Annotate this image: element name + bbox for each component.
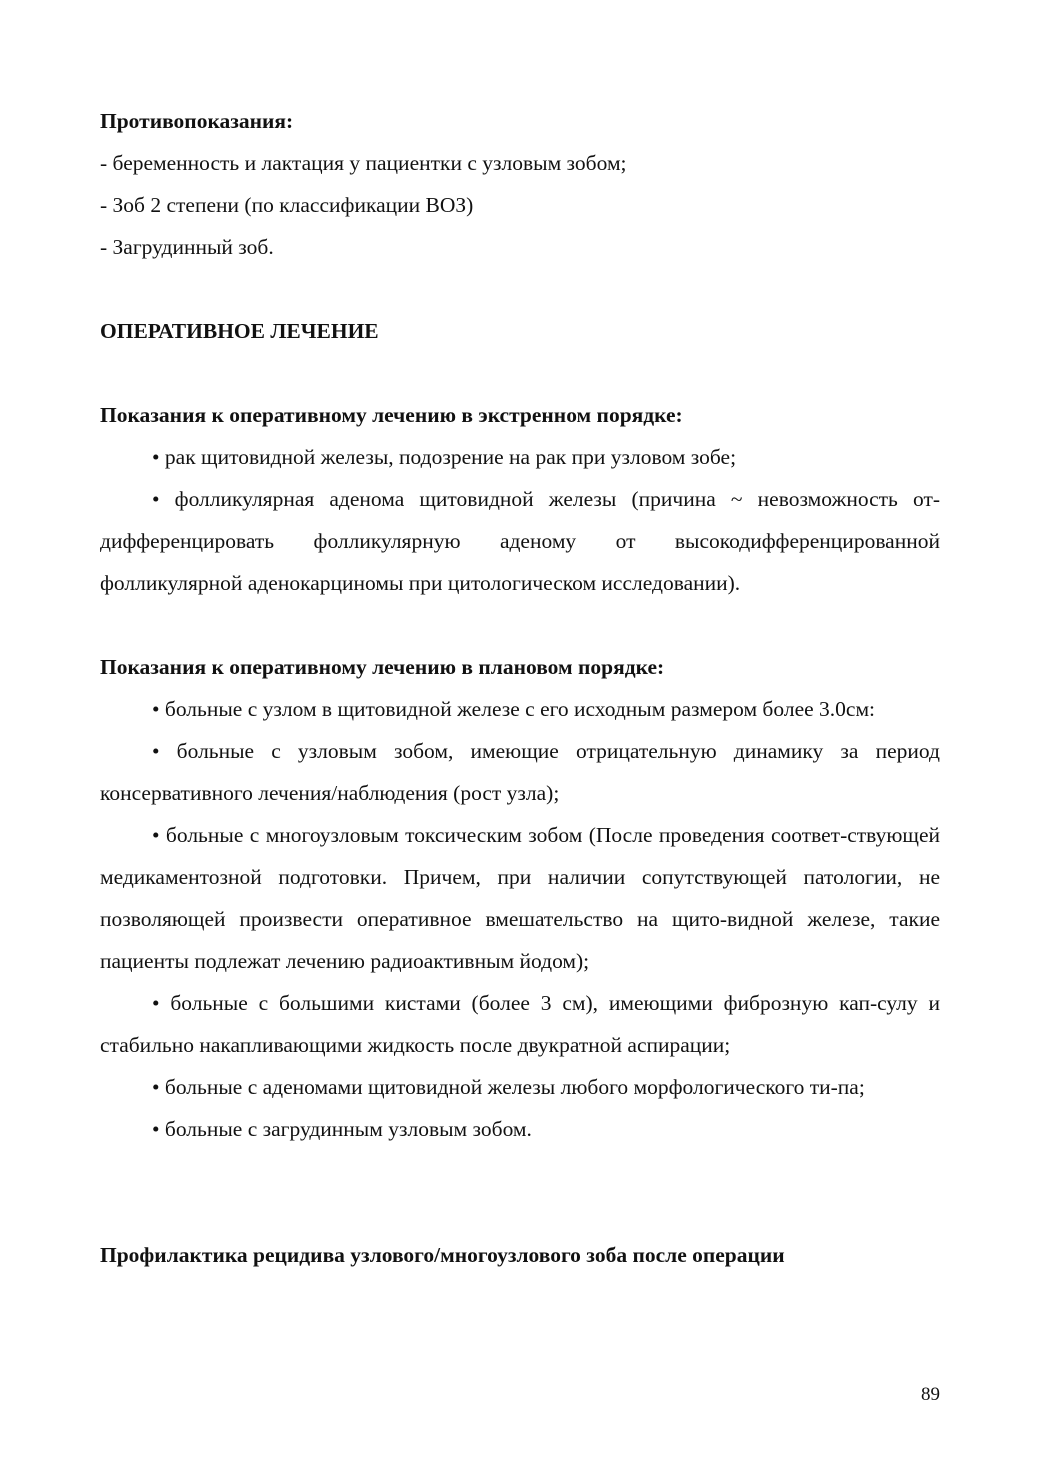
contraindication-item: - беременность и лактация у пациентки с узловым зобом; — [100, 151, 627, 175]
prevention-heading: Профилактика рецидива узлового/многоузлового зоба после операции — [100, 1243, 785, 1267]
planned-indication-item: • больные с аденомами щитовидной железы любого морфологического ти-па; — [152, 1075, 865, 1099]
spacer — [100, 352, 940, 394]
planned-indication-item: • больные с узлом в щитовидной железе с его исходным размером более 3.0см: — [152, 697, 876, 721]
contraindication-item: - Зоб 2 степени (по классификации ВОЗ) — [100, 193, 474, 217]
planned-indication-item: • больные с многоузловым токсическим зобом (После проведения соответ-ствующей медикаментозной подготовки. Причем, при наличии сопутствующей патологии, не позволяющей произвести оперативное вмешательство на щито-видной железе, такие пациенты подлежат лечению радиоактивным йодом); — [100, 823, 940, 973]
page-number: 89 — [921, 1384, 940, 1405]
planned-indication-item: • больные с загрудинным узловым зобом. — [152, 1117, 532, 1141]
emergency-indication-item: • рак щитовидной железы, подозрение на рак при узловом зобе; — [152, 445, 737, 469]
spacer — [100, 268, 940, 310]
planned-indication-item: • больные с узловым зобом, имеющие отрицательную динамику за период консервативного лечения/наблюдения (рост узла); — [100, 739, 940, 805]
document-page — [100, 100, 940, 1276]
section-title: ОПЕРАТИВНОЕ ЛЕЧЕНИЕ — [100, 319, 379, 343]
spacer — [100, 604, 940, 646]
contraindications-heading: Противопоказания: — [100, 109, 294, 133]
emergency-indications-heading: Показания к оперативному лечению в экстренном порядке: — [100, 403, 683, 427]
emergency-indication-item: • фолликулярная аденома щитовидной железы (причина ~ невозможность от-дифференцировать фолликулярную аденому от высокодифференцированной фолликулярной аденокарциномы при цитологическом исследовании). — [100, 487, 940, 595]
planned-indications-heading: Показания к оперативному лечению в плановом порядке: — [100, 655, 665, 679]
planned-indication-item: • больные с большими кистами (более 3 см), имеющими фиброзную кап-сулу и стабильно накапливающими жидкость после двукратной аспирации; — [100, 991, 940, 1057]
contraindication-item: - Загрудинный зоб. — [100, 235, 274, 259]
spacer — [100, 1150, 940, 1234]
